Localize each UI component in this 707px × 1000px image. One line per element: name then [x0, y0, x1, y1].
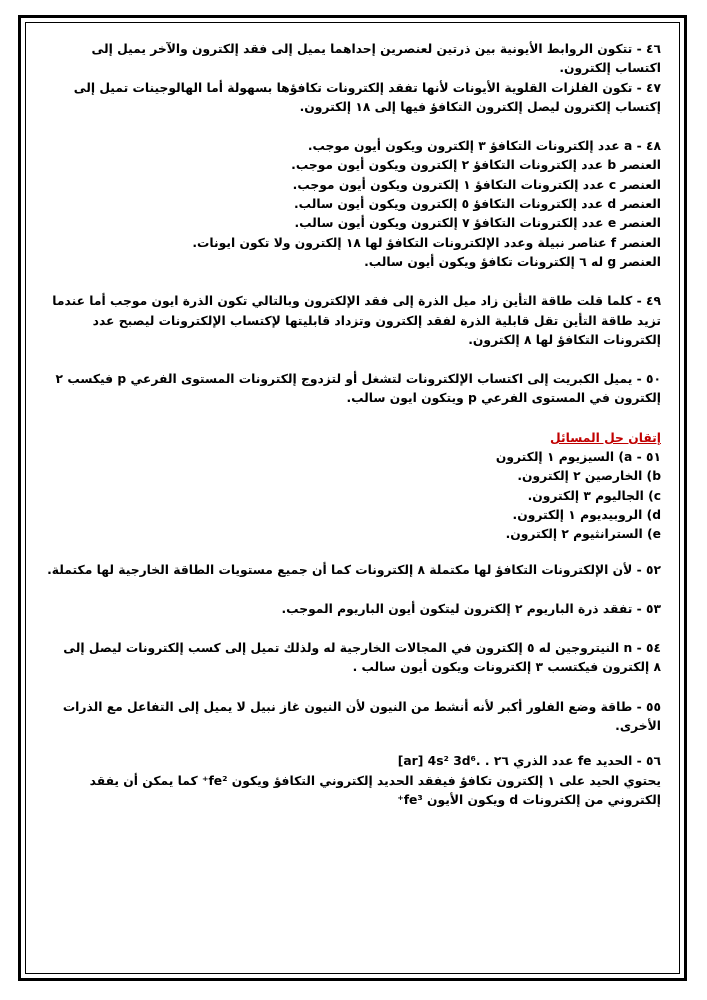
electron-config: [ar] 4s² 3d⁶. [397, 754, 481, 769]
answer-48 [46, 137, 661, 272]
answer-50-line-2: إلكترون في المستوى الفرعي p ويتكون ايون سالب. [346, 391, 661, 406]
answer-55-line-2: الأخرى. [615, 719, 661, 734]
answer-49-line-2: تزيد طاقة التأين تقل قابلية الذرة لفقد إلكترون وتزداد قابليتها لإكتساب الإلكترونات ليصبح عدد [92, 313, 661, 328]
answer-55 [46, 698, 661, 737]
answer-48-e: العنصر e عدد إلكترونات التكافؤ ٧ إلكترون ويكون أيون سالب. [294, 216, 661, 231]
answer-56-line-1 [46, 752, 661, 771]
answer-48-g: العنصر g له ٦ إلكترونات تكافؤ ويكون أيون سالب. [364, 254, 661, 269]
answer-48-c: العنصر c عدد إلكترونات التكافؤ ١ إلكترون ويكون أيون موجب. [292, 177, 661, 192]
answer-56 [46, 752, 661, 810]
answers-content [46, 40, 661, 810]
answer-48-f: العنصر f عناصر نبيلة وعدد الإلكترونات التكافؤ لها ١٨ إلكترون ولا تكون ايونات. [192, 235, 661, 250]
answer-49-line-3: إلكترونات التكافؤ لها ٨ إلكترون. [468, 332, 661, 347]
answer-54 [46, 639, 661, 678]
answer-51-d: d) الروبيديوم ١ إلكترون. [512, 507, 661, 522]
answer-51-e: e) السترانثيوم ٢ إلكترون. [505, 527, 661, 542]
answer-51-a: ٥١ - a) السيزيوم ١ إلكترون [495, 450, 661, 465]
answer-54-line-2: ٨ إلكترون فيكتسب ٣ إلكترونات ويكون أيون سالب . [352, 660, 661, 675]
answer-48-b: العنصر b عدد إلكترونات التكافؤ ٢ إلكترون ويكون أيون موجب. [291, 158, 661, 173]
answer-51-c: c) الجاليوم ٣ إلكترون. [527, 488, 661, 503]
answer-50-line-1: ٥٠ - يميل الكبريت إلى اكتساب الإلكترونات لتشغل أو لتزدوج إلكترونات المستوى الفرعي p فيكسب ٢ [55, 372, 661, 387]
answer-47-line-2: إكتساب إلكترون ليصل إلكترون التكافؤ فيها إلى ١٨ إلكترون. [299, 99, 661, 114]
answer-56-line-2: يحتوي الحيد على ١ إلكترون تكافؤ فيفقد الحديد إلكتروني التكافؤ ويكون fe²⁺ كما يمكن أن يفقد [89, 773, 661, 788]
answer-56-line-3: إلكتروني من إلكترونات d ويكون الأيون fe³⁺ [397, 792, 661, 807]
section-heading: إتقان حل المسائل [550, 430, 661, 445]
answer-49-line-1: ٤٩ - كلما قلت طاقة التأين زاد ميل الذرة إلى فقد الإلكترون وبالتالي تكون الذرة ايون موجب أما عندما [52, 294, 661, 309]
answer-46-line-2: اكتساب إلكترون. [559, 61, 661, 76]
answer-47 [46, 79, 661, 118]
answer-53: ٥٣ - تفقد ذرة الباريوم ٢ إلكترون ليتكون أيون الباريوم الموجب. [281, 601, 661, 616]
answer-46 [46, 40, 661, 79]
answer-52: ٥٢ - لأن الإلكترونات التكافؤ لها مكتملة ٨ إلكترونات كما أن جميع مستويات الطاقة الخارجية لها مكتملة. [47, 562, 661, 577]
answer-56-prefix: ٥٦ - الحديد fe عدد الذري ٢٦ . [484, 754, 661, 769]
answer-49 [46, 292, 661, 350]
answer-47-line-1: ٤٧ - تكون الفلزات القلوية الأيونات لأنها تفقد إلكترونات تكافؤها بسهولة أما الهالوجينات تميل إلى [73, 80, 661, 95]
answer-50 [46, 370, 661, 409]
answer-51-b: b) الخارصين ٢ إلكترون. [517, 469, 661, 484]
answer-55-line-1: ٥٥ - طاقة وضع الفلور أكبر لأنه أنشط من النيون لأن النيون غاز نبيل لا يميل إلى التفاعل مع الذرات [62, 699, 661, 714]
answer-54-line-1: ٥٤ - n النيتروجين له ٥ إلكترون في المجالات الخارجية له ولذلك تميل إلى كسب إلكترونات ليصل إلى [63, 641, 661, 656]
answer-46-line-1: ٤٦ - تتكون الروابط الأيونية بين ذرتين لعنصرين إحداهما يميل إلى فقد إلكترون والآخر يميل إلى [91, 42, 661, 56]
answer-48-a: ٤٨ - a عدد إلكترونات التكافؤ ٣ إلكترون ويكون أيون موجب. [307, 139, 661, 154]
answer-48-d: العنصر d عدد إلكترونات التكافؤ ٥ إلكترون ويكون أيون سالب. [294, 197, 661, 212]
answer-51 [46, 448, 661, 544]
